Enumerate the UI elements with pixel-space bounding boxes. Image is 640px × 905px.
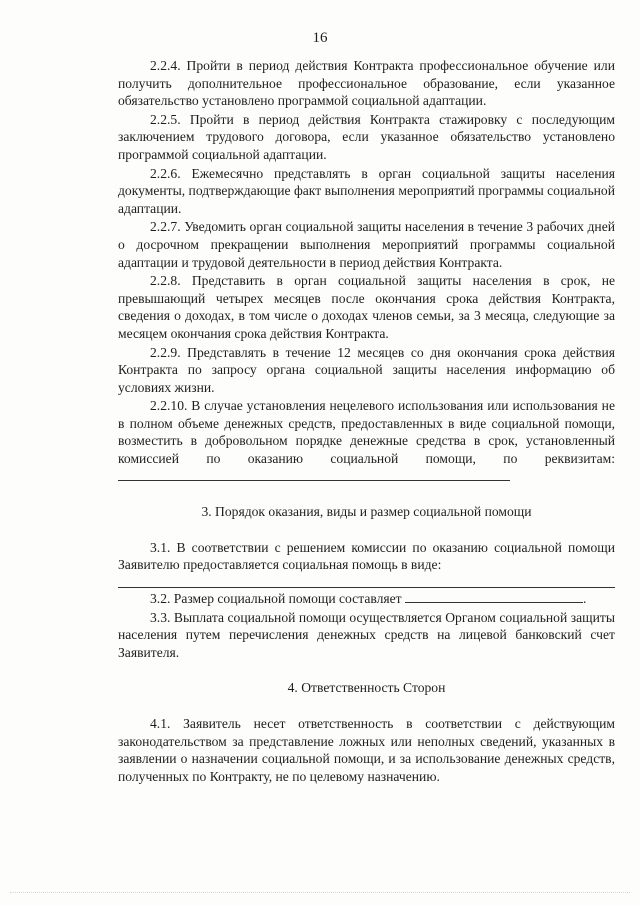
clause-3-2-text: 3.2. Размер социальной помощи составляет xyxy=(150,591,402,607)
aid-amount-fill-line[interactable] xyxy=(405,590,583,603)
page-number: 16 xyxy=(312,30,328,46)
section-4-heading: 4. Ответственность Сторон xyxy=(287,680,446,696)
section-3-heading: 3. Порядок оказания, виды и размер социальной помощи xyxy=(201,504,532,520)
scan-edge-divider xyxy=(10,892,630,893)
clause-2-2-6: 2.2.6. Ежемесячно представлять в орган социальной защиты населения документы, подтверждающие факт выполнения мероприятий программы социальной адаптации. xyxy=(118,165,615,216)
clause-2-2-10 xyxy=(118,397,615,485)
requisites-fill-line[interactable] xyxy=(118,468,510,481)
clause-2-2-5: 2.2.5. Пройти в период действия Контракта стажировку с последующим заключением трудового договора, если указанное обязательство установлено программой социальной адаптации. xyxy=(118,111,615,162)
aid-type-fill-line[interactable] xyxy=(118,575,615,588)
clause-3-1: 3.1. В соответствии с решением комиссии по оказанию социальной помощи Заявителю предоставляется социальная помощь в виде: xyxy=(118,539,615,573)
clause-4-1: 4.1. Заявитель несет ответственность в соответствии с действующим законодательством за представление ложных или неполных сведений, указанных в заявлении о назначении социальной помощи, и за использование денежных средств, полученных по Контракту, не по целевому назначению. xyxy=(118,716,615,784)
clause-3-2: 3.2. Размер социальной помощи составляет . xyxy=(150,591,587,607)
clause-2-2-4: 2.2.4. Пройти в период действия Контракта профессиональное обучение или получить дополнительное профессиональное образование, если указанное обязательство установлено программой социальной адаптации. xyxy=(118,58,615,109)
clause-2-2-9: 2.2.9. Представлять в течение 12 месяцев со дня окончания срока действия Контракта по запросу органа социальной защиты населения информацию об условиях жизни. xyxy=(118,344,615,395)
clause-2-2-8: 2.2.8. Представить в орган социальной защиты населения в срок, не превышающий четырех месяцев после окончания срока действия Контракта, сведения о доходах, в том числе о доходах членов семьи, за 3 месяца, следующие за месяцем окончания срока действия Контракта. xyxy=(118,273,615,341)
clause-2-2-7: 2.2.7. Уведомить орган социальной защиты населения в течение 3 рабочих дней о досрочном прекращении выполнения мероприятий программы социальной адаптации и трудовой деятельности в период действия Контракта. xyxy=(118,219,615,270)
document-body xyxy=(118,57,615,786)
clause-2-2-10-text: 2.2.10. В случае установления нецелевого использования или использования не в полном объеме денежных средств, предоставленных в виде социальной помощи, возместить в добровольном порядке денежные средства в срок, установленный комиссией по оказанию социальной помощи, по реквизитам: xyxy=(118,398,615,467)
clause-3-3: 3.3. Выплата социальной помощи осуществляется Органом социальной защиты населения путем перечисления денежных средств на лицевой банковский счет Заявителя. xyxy=(118,609,615,660)
